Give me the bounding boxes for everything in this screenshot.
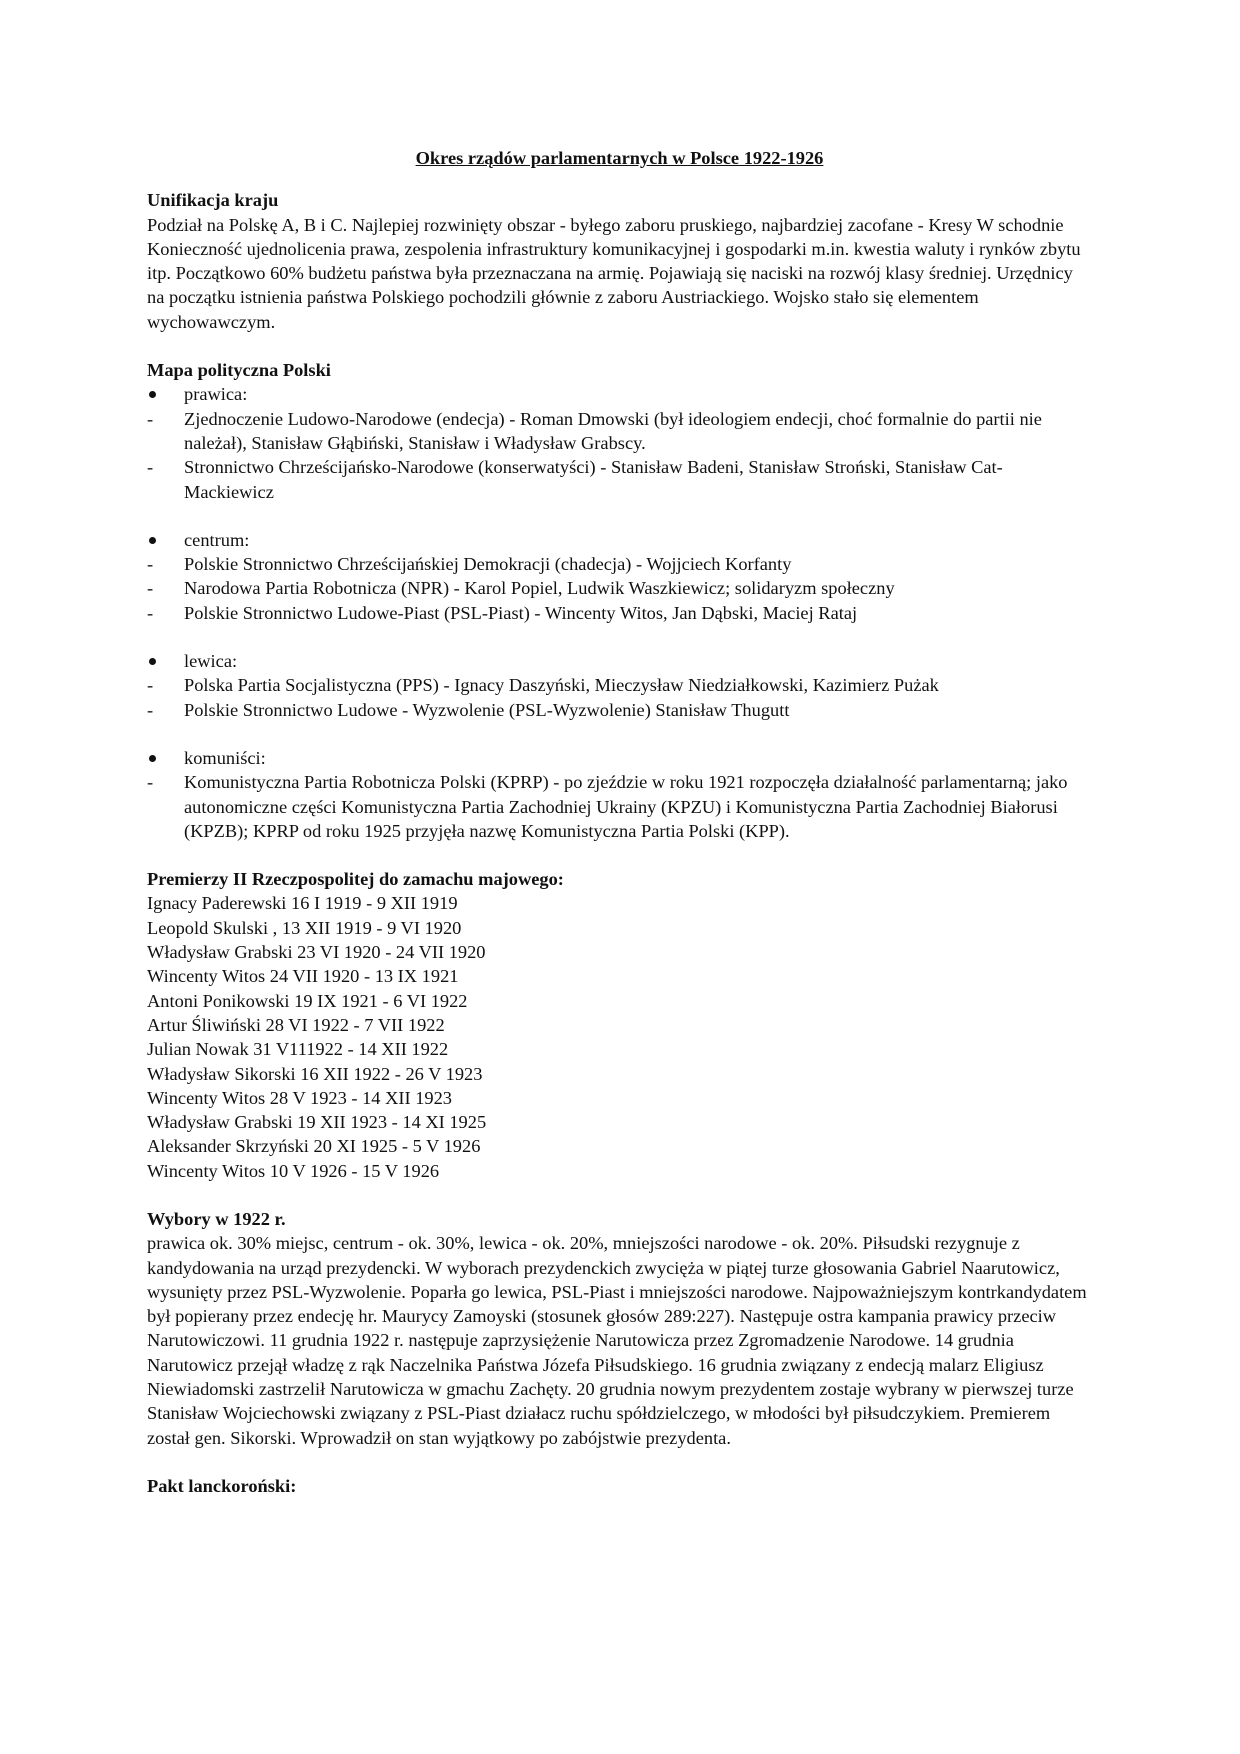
bullet-icon — [149, 391, 156, 398]
dash-marker: - — [147, 578, 154, 599]
document-title: Okres rządów parlamentarnych w Polsce 1922-1926 — [415, 148, 824, 168]
section-pakt-lanckoronski — [147, 1474, 1092, 1498]
dash-item — [147, 407, 1092, 456]
paragraph: prawica ok. 30% miejsc, centrum - ok. 30%, lewica - ok. 20%, mniejszości narodowe - ok. 20%. Piłsudski rezygnuje z kandydowania na urząd prezydencki. W wyborach prezydenckich zwycięża w piątej turze głosowania Gabriel Naarutowicz, wysunięty przez PSL-Wyzwolenie. Poparła go lewica, PSL-Piast i mniejszości narodowe. Najpoważniejszym kontrkandydatem był popierany przez endecję hr. Maurycy Zamoyski (stosunek głosów 289:227). Następuje ostra kampania prawicy przeciw Narutowiczowi. 11 grudnia 1922 r. następuje zaprzysiężenie Narutowicza przez Zgromadzenie Narodowe. 14 grudnia Narutowicz przejął władzę z rąk Naczelnika Państwa Józefa Piłsudskiego. 16 grudnia związany z endecją malarz Eligiusz Niewiadomski zastrzelił Narutowicza w gmachu Zachęty. 20 grudnia nowym prezydentem zostaje wybrany w pierwszej turze Stanisław Wojciechowski związany z PSL-Piast działacz ruchu spółdzielczego, w młodości był piłsudczykiem. Premierem został gen. Sikorski. Wprowadził on stan wyjątkowy po zabójstwie prezydenta. — [147, 1233, 1087, 1448]
dash-marker: - — [147, 699, 154, 720]
dash-item — [147, 576, 1092, 600]
party-entry: Polskie Stronnictwo Ludowe - Wyzwolenie (PSL-Wyzwolenie) Stanisław Thugutt — [184, 699, 790, 720]
dash-marker: - — [147, 602, 154, 623]
premier-entry: Julian Nowak 31 V111922 - 14 XII 1922 — [147, 1039, 449, 1060]
paragraph: Konieczność ujednolicenia prawa, zespolenia infrastruktury komunikacyjnej i gospodarki m.in. kwestia waluty i rynków zbytu itp. Początkowo 60% budżetu państwa była przeznaczana na armię. Pojawiają się naciski na rozwój klasy średniej. Urzędnicy na początku istnienia państwa Polskiego pochodzili głównie z zaboru Austriackiego. Wojsko stało się elementem wychowawczym. — [147, 238, 1081, 332]
group-label: lewica: — [184, 651, 238, 672]
section-heading: Unifikacja kraju — [147, 190, 279, 211]
party-entry: Narodowa Partia Robotnicza (NPR) - Karol Popiel, Ludwik Waszkiewicz; solidaryzm społeczny — [184, 578, 895, 599]
bullet-item — [147, 746, 1092, 770]
dash-marker: - — [147, 675, 154, 696]
party-group-komunisci — [147, 746, 1092, 843]
section-mapa-polityczna — [147, 358, 1092, 843]
party-entry: Komunistyczna Partia Robotnicza Polski (KPRP) - po zjeździe w roku 1921 rozpoczęła działalność parlamentarną; jako autonomiczne części Komunistyczna Partia Zachodniej Ukrainy (KPZU) i Komunistyczna Partia Zachodniej Białorusi (KPZB); KPRP od roku 1925 przyjęła nazwę Komunistyczna Partia Polski (KPP). — [184, 772, 1068, 841]
bullet-item — [147, 649, 1092, 673]
dash-marker: - — [147, 408, 154, 429]
dash-item — [147, 455, 1092, 504]
premier-entry: Władysław Grabski 23 VI 1920 - 24 VII 1920 — [147, 942, 486, 963]
section-heading: Pakt lanckoroński: — [147, 1475, 297, 1496]
party-entry: Polskie Stronnictwo Chrześcijańskiej Demokracji (chadecja) - Wojjciech Korfanty — [184, 554, 792, 575]
party-group-lewica — [147, 649, 1092, 722]
bullet-icon — [149, 537, 156, 544]
bullet-item — [147, 382, 1092, 406]
premier-entry: Wincenty Witos 10 V 1926 - 15 V 1926 — [147, 1160, 440, 1181]
group-label: prawica: — [184, 384, 248, 405]
party-entry: Stronnictwo Chrześcijańsko-Narodowe (konserwatyści) - Stanisław Badeni, Stanisław Stroński, Stanisław Cat-Mackiewicz — [184, 457, 1003, 502]
party-entry: Zjednoczenie Ludowo-Narodowe (endecja) - Roman Dmowski (był ideologiem endecji, choć formalnie do partii nie należał), Stanisław Głąbiński, Stanisław i Władysław Grabscy. — [184, 408, 1042, 453]
dash-marker: - — [147, 457, 154, 478]
premier-entry: Antoni Ponikowski 19 IX 1921 - 6 VI 1922 — [147, 990, 468, 1011]
section-heading: Mapa polityczna Polski — [147, 360, 331, 381]
section-heading: Wybory w 1922 r. — [147, 1208, 286, 1229]
dash-item — [147, 770, 1092, 843]
bullet-item — [147, 528, 1092, 552]
dash-item — [147, 698, 1092, 722]
bullet-icon — [149, 658, 156, 665]
party-group-centrum — [147, 528, 1092, 625]
premier-entry: Władysław Sikorski 16 XII 1922 - 26 V 1923 — [147, 1063, 483, 1084]
section-wybory-1922 — [147, 1207, 1092, 1450]
group-label: centrum: — [184, 529, 250, 550]
premier-entry: Wincenty Witos 24 VII 1920 - 13 IX 1921 — [147, 966, 459, 987]
dash-marker: - — [147, 554, 154, 575]
paragraph: Podział na Polskę A, B i C. Najlepiej rozwinięty obszar - byłego zaboru pruskiego, najbardziej zacofane - Kresy W schodnie — [147, 214, 1064, 235]
dash-item — [147, 552, 1092, 576]
premier-entry: Władysław Grabski 19 XII 1923 - 14 XI 1925 — [147, 1112, 487, 1133]
premier-entry: Leopold Skulski , 13 XII 1919 - 9 VI 1920 — [147, 917, 462, 938]
premier-entry: Ignacy Paderewski 16 I 1919 - 9 XII 1919 — [147, 893, 458, 914]
group-label: komuniści: — [184, 747, 266, 768]
bullet-icon — [149, 755, 156, 762]
premier-entry: Aleksander Skrzyński 20 XI 1925 - 5 V 1926 — [147, 1136, 481, 1157]
document-page — [147, 146, 1092, 1498]
party-entry: Polskie Stronnictwo Ludowe-Piast (PSL-Piast) - Wincenty Witos, Jan Dąbski, Maciej Rataj — [184, 602, 858, 623]
party-entry: Polska Partia Socjalistyczna (PPS) - Ignacy Daszyński, Mieczysław Niedziałkowski, Kazimierz Pużak — [184, 675, 939, 696]
section-premierzy — [147, 867, 1092, 1183]
party-group-prawica — [147, 382, 1092, 503]
dash-item — [147, 673, 1092, 697]
premier-entry: Wincenty Witos 28 V 1923 - 14 XII 1923 — [147, 1087, 453, 1108]
section-unifikacja — [147, 188, 1092, 334]
section-heading: Premierzy II Rzeczpospolitej do zamachu majowego: — [147, 869, 564, 890]
premier-entry: Artur Śliwiński 28 VI 1922 - 7 VII 1922 — [147, 1014, 445, 1035]
dash-marker: - — [147, 772, 154, 793]
dash-item — [147, 601, 1092, 625]
